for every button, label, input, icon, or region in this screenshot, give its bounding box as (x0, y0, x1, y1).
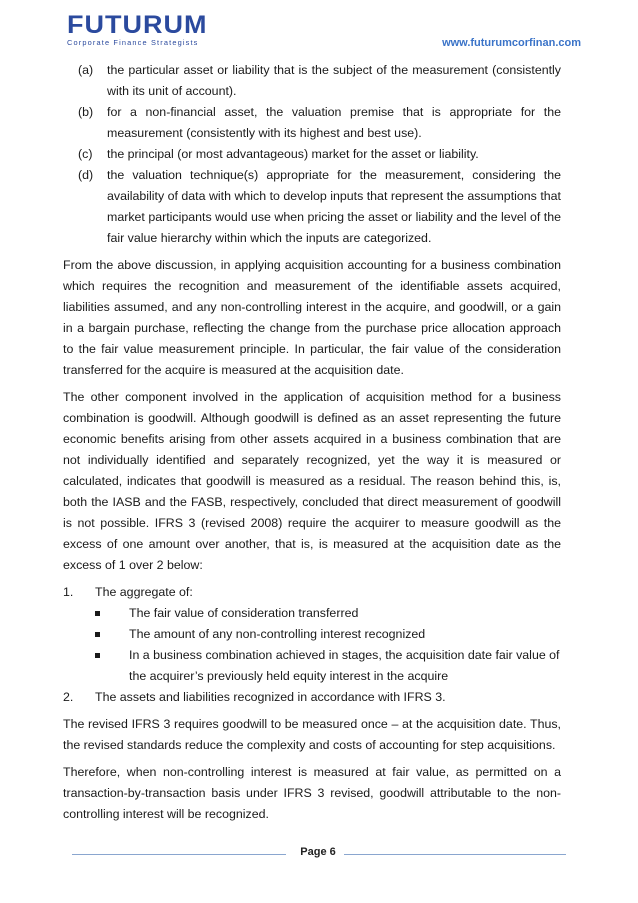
bullet-item (63, 645, 561, 687)
list-label: (a) (78, 63, 94, 77)
page-footer (72, 843, 566, 865)
list-label: (c) (78, 147, 93, 161)
page-content (63, 60, 561, 825)
list-text: the particular asset or liability that is the subject of the measurement (consistently with its unit of account). (107, 63, 561, 98)
website-url: www.futurumcorfinan.com (442, 37, 581, 49)
square-bullet-icon (95, 645, 129, 687)
number-label: 1. (63, 585, 74, 599)
list-item-c (63, 144, 561, 165)
square-bullet-icon (95, 603, 129, 624)
page-number: Page 6 (300, 846, 336, 858)
square-bullet-icon (95, 624, 129, 645)
list-text: for a non-financial asset, the valuation premise that is appropriate for the measurement (consistently with its highest and best use). (107, 105, 561, 140)
list-item-b (63, 102, 561, 144)
numbered-item-2 (63, 687, 561, 708)
number-text: The assets and liabilities recognized in accordance with IFRS 3. (95, 690, 446, 704)
bullet-text: The amount of any non-controlling interest recognized (129, 627, 426, 641)
logo-tagline: Corporate Finance Strategists (67, 38, 199, 47)
bullet-item (63, 603, 561, 624)
paragraph-goodwill: The other component involved in the application of acquisition method for a business combination is goodwill. Although goodwill is defined as an asset representing the future economic benefits arising from other assets acquired in a business combination that are not individually identified and separately recognized, yet the way it is measured or calculated, indicates that goodwill is measured as a residual. The reason behind this, is, both the IASB and the FASB, respectively, concluded that direct measurement of goodwill is not possible. IFRS 3 (revised 2008) require the acquirer to measure goodwill as the excess of one amount over another, that is, is measured at the acquisition date as the excess of 1 over 2 below: (63, 390, 561, 572)
bullet-item (63, 624, 561, 645)
number-text: The aggregate of: (95, 585, 193, 599)
paragraph-acquisition-accounting: From the above discussion, in applying acquisition accounting for a business combination which requires the recognition and measurement of the identifiable assets acquired, liabilities assumed, and any non-controlling interest in the acquire, and goodwill, or a gain in a bargain purchase, reflecting the change from the purchase price allocation approach to the fair value measurement principle. In particular, the fair value of the consideration transferred for the acquire is measured at the acquisition date. (63, 258, 561, 377)
list-item-d (63, 165, 561, 249)
list-text: the principal (or most advantageous) market for the asset or liability. (107, 147, 479, 161)
footer-divider-left (72, 854, 286, 855)
bullet-text: The fair value of consideration transferred (129, 606, 359, 620)
number-label: 2. (63, 690, 74, 704)
list-label: (b) (78, 105, 94, 119)
list-text: the valuation technique(s) appropriate for the measurement, considering the availability of data with which to develop inputs that represent the assumptions that market participants would use when pricing the asset or liability and the level of the fair value hierarchy within which the inputs are categorized. (107, 168, 561, 245)
paragraph-non-controlling-interest: Therefore, when non-controlling interest is measured at fair value, as permitted on a transaction-by-transaction basis under IFRS 3 revised, goodwill attributable to the non-controlling interest will be recognized. (63, 765, 561, 821)
footer-divider-right (344, 854, 566, 855)
paragraph-revised-ifrs3: The revised IFRS 3 requires goodwill to be measured once – at the acquisition date. Thus, the revised standards reduce the complexity and costs of accounting for step acquisitions. (63, 717, 561, 752)
bullet-text: In a business combination achieved in stages, the acquisition date fair value of the acquirer’s previously held equity interest in the acquire (129, 648, 560, 683)
list-label: (d) (78, 168, 94, 182)
futurum-logo (67, 13, 232, 47)
numbered-item-1 (63, 582, 561, 603)
logo-wordmark: FUTURUM (67, 11, 208, 39)
list-item-a (63, 60, 561, 102)
